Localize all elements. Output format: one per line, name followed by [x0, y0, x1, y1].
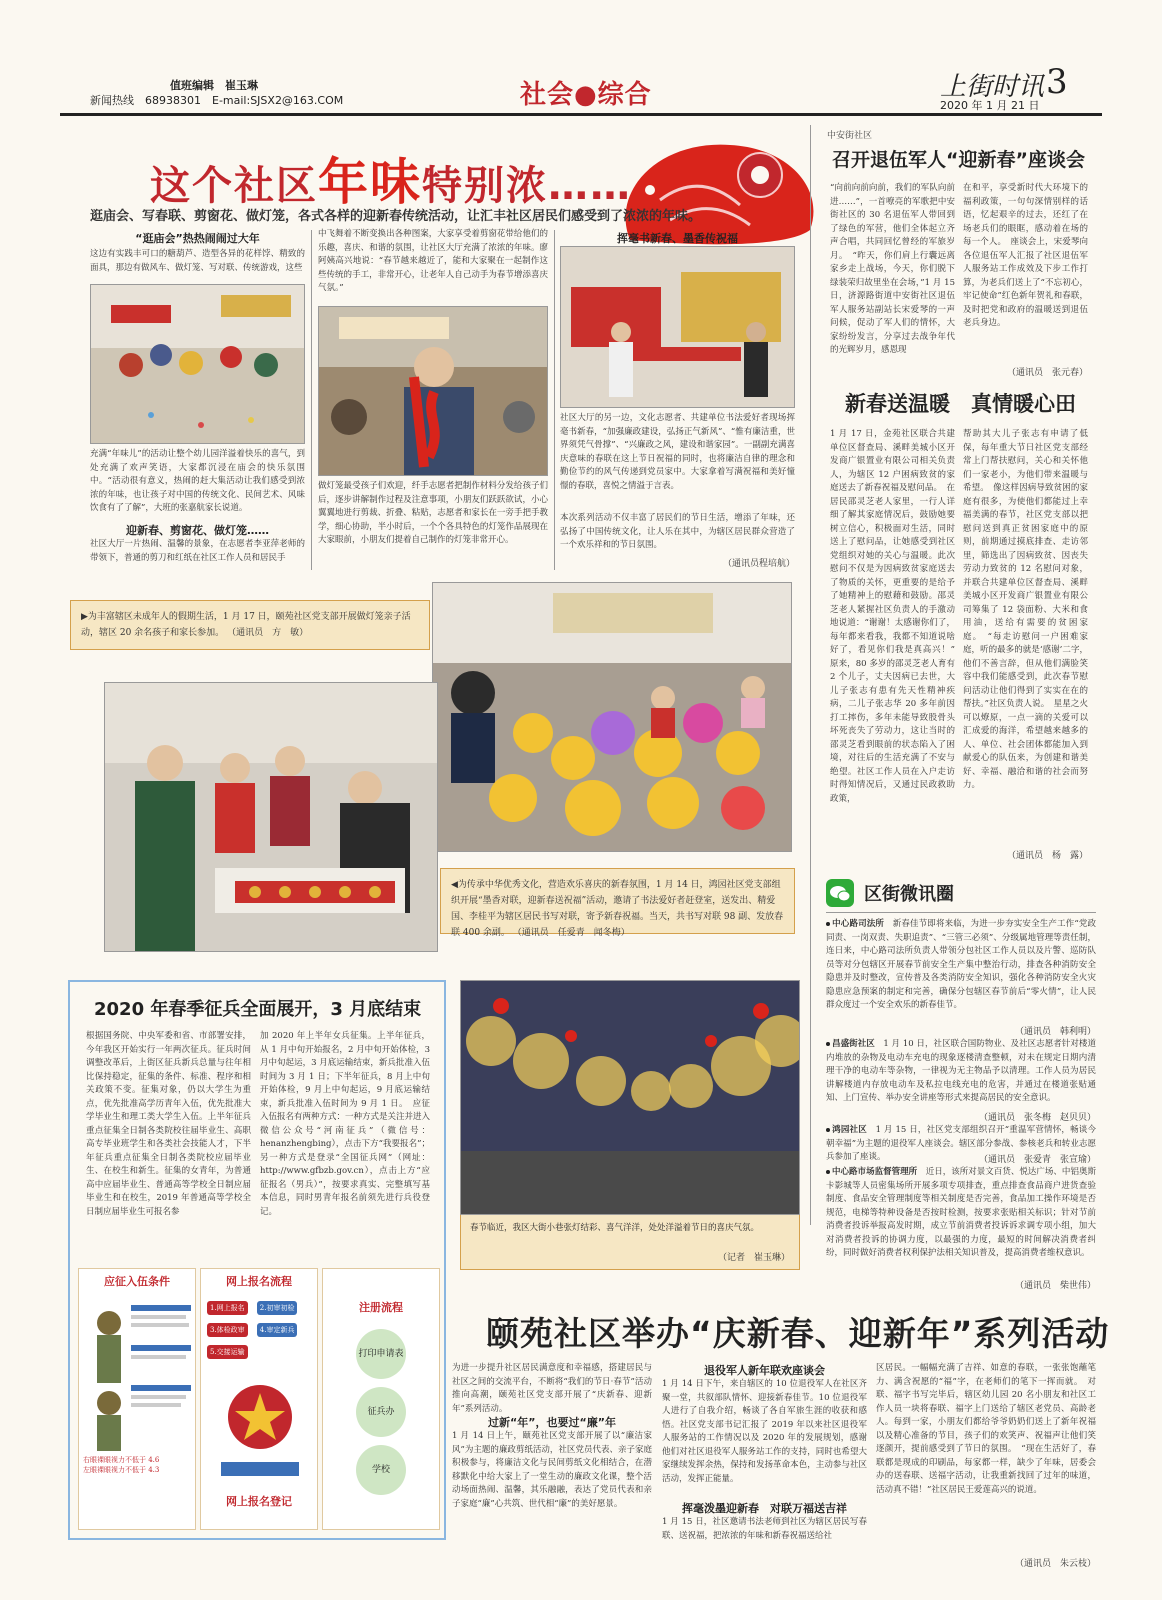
- street-photo-caption: 春节临近，我区大街小巷张灯结彩、喜气洋洋，处处洋溢着节日的喜庆气氛。: [470, 1223, 760, 1233]
- issue-date: 2020 年 1 月 21 日: [940, 99, 1040, 112]
- title-part2: 特别浓……: [422, 163, 632, 209]
- online-registration-title: 网上报名流程: [226, 1275, 292, 1288]
- bottom-col2-subhead-1: 退役军人新年联欢座谈会: [704, 1364, 825, 1377]
- wechat-rule: [826, 912, 1096, 913]
- bottom-col2-text-1: 1 月 14 日下午，来自辖区的 10 位退役军人在社区齐聚一堂，共叙部队情怀、迎接新春佳节。10 位退役军人进行了自我介绍，畅谈了各自军旅生涯的收获和感悟。社区党支部书记汇报了 2019 年以来社区退役军人服务站的工作情况以及 2020 年的发展规划，感谢他们对社区退役军人服务站工作的支持，同时也希望大家继续发挥余热，保持和发扬革命本色，主动参与社区活动，发挥正能量。: [662, 1379, 867, 1484]
- section-title: 社会●综合: [520, 80, 652, 110]
- step-pill: 1.网上报名: [207, 1301, 248, 1315]
- sidebar-article2-col1: 1 月 17 日，金苑社区联合共建单位区督查局、溪畔美城小区开发商广银置业有限公司相关负责人，为辖区 12 户困病致贫的家庭送去了新春祝福及慰问品。 在居民邵灵芝老人家里，一行人详细了解其家庭情况后，鼓励她要树立信心，积极面对生活，同时送上了慰问品，让她感受到社区党组织对她的关心与温暖。此次慰问不仅是为因病致贫家庭送去了物质的关怀，更重要的是给予了她精神上的慰藉和鼓励。邵灵芝老人紧握社区负责人的手激动地说道：“谢谢！太感谢你们了，每年都来看我，我都不知道说啥好了，看见你们我是真高兴！” 原来，80 多岁的邵灵芝老人育有 2 个儿子，丈夫因病已去世，大儿子张志有患有先天性精神疾病，二儿子张志华 20 多年前因打工摔伤，多年未能导致股骨头坏死丧失了劳动力，这让当时的邵灵芝看到眼前的状态陷入了困境，对往后的生活充满了不安与绝望。社区工作人员在入户走访时得知情况后，又通过民政救助政策，: [830, 429, 964, 804]
- register-flow-title: 注册流程: [359, 1301, 403, 1314]
- hotline-number: 68938301: [145, 94, 201, 107]
- wechat-icon: [826, 879, 854, 907]
- step-pill: 4.审定新兵: [257, 1323, 298, 1337]
- credit-name: 程培航）: [758, 559, 795, 569]
- caption-lantern-text: ▶为丰富辖区未成年人的假期生活，1 月 17 日，颐苑社区党支部开展做灯笼亲子活动，辖区 20 余名孩子和家长参加。: [81, 612, 411, 638]
- sidebar-article2-col2: 帮助其大儿子张志有申请了低保，每年重大节日社区党支部经常上门帮扶慰问，关心和关怀他们一家老小，为他们带来温暖与希望。 像这样因病导致贫困的家庭有很多，为使他们都能过上幸福美满的春节，社区党支部以把慰问送到真正贫困家庭中的原则，前期通过摸底排查、走访邻里，筛选出了因病致贫、因丧失劳动力致贫的 12 名慰问对象，并联合共建单位区督查局、溪畔美城小区开发商广银置业有限公司筹集了 12 袋面粉、大米和食用油，送给有需要的贫困家庭。 “每走访慰问一户困难家庭，听的最多的就是‘感谢’二字，他们不善言辞，但从他们满脸笑容中我们能感受到，此次春节慰问活动让他们得到了实实在在的帮扶。”社区负责人说。 星星之火可以燎原，一点一滴的关爱可以汇成爱的海洋，希望越来越多的人、单位、社会团体都能加入到献爱心的队伍来，为创建和谐美好、幸福、融洽和谐的社会而努力。: [963, 429, 1088, 790]
- caption-couplet: [440, 868, 795, 938]
- sidebar-article1-col2: 在和平，享受新时代大环境下的福利政策，一句句深情别样的话语，忆起艰辛的过去，还红了在场老兵们的眼眶，感动着在场的每一个人。 座谈会上，宋爱琴向各位退伍军人汇报了社区退伍军人服务站工作成效及下步工作打算，为老兵们送上了“不忘初心，牢记使命”红色新年贺礼和春联，及时把党和政府的温暖送到退伍老兵身边。: [963, 183, 1088, 328]
- wechat-item: [826, 1038, 1096, 1106]
- street-photo-credit: （记者 崔玉琳）: [717, 1253, 790, 1263]
- vision-requirements: [79, 1453, 195, 1477]
- editor-label: 值班编辑: [170, 79, 214, 92]
- sidebar-kicker: 中安街社区: [827, 131, 873, 141]
- col3-text-1: 社区大厅的另一边，文化志愿者、共建单位书法爱好者现场挥毫书新春，“加强廉政建设，弘扬正气新风”、“惟有廉洁重，世界须凭气骨撑”、“兴廉政之风，建设和谐家园”。一副副充满喜庆意味的春联在这上节日祝福的同时，也将廉洁自律的理念和勤俭节约的风气传递到党员家中。大家拿着写满祝福和美好憧憬的春联，喜悦之情溢于言表。: [560, 413, 795, 491]
- col1-text-1: 这边有实践丰可口的糖葫芦、造型各异的花样饽、精致的面具，那边有做风车、做灯笼、写对联、传统游戏，这些: [90, 249, 305, 273]
- registration-steps: [201, 1289, 317, 1367]
- sidebar-article2-credit: （通讯员 杨 露）: [1006, 851, 1088, 861]
- page-number: 3: [1046, 62, 1068, 102]
- online-registration-bottom: 网上报名登记: [226, 1495, 292, 1508]
- wechat-item-org: 中心路市场监督管理所: [832, 1167, 918, 1177]
- recruitment-col2: 加 2020 年上半年女兵征集。上半年征兵，从 1 月中旬开始报名，2 月中旬开始体检，3 月中旬起运，3 月底运输结束，新兵批准入伍时间为 3 月 1 日；下半年征兵，8 月上中旬开始体检，9 月上中旬起运，9 月底运输结束，新兵批准入伍时间为 9 月 1 日。 应征入伍报名有两种方式：一种方式是关注并进入微信公众号“河南征兵”（微信号：henanzhengbing），点击下方“我要报名”；另一种方式是登录“全国征兵网”（网址：http://www.gfbzb.gov.cn），点击上方“应征报名（男兵）”，按要求真实、完整填写基本信息，同时男青年报名前须先进行兵役登记。: [260, 1031, 431, 1217]
- wechat-item-org: 昌盛街社区: [832, 1039, 875, 1049]
- bottom-col3-text: 区居民。一幅幅充满了吉祥、如意的春联，一张张饱蘸笔力、满含祝愿的“福”字，在老师们的笔下一挥而就。 对联、福字书写完毕后，辖区幼儿园 20 名小朋友和社区工作人员一块将春联、福字上门送给了辖区老党员、高龄老人。每到一家，小朋友们都给爷爷奶奶们送上了新年祝福以及精心准备的节目，孩子们的欢笑声、祝福声让他们笑逐颜开，提前感受到了节日的氛围。 “现在生活好了，春联都是现成的印刷品，每家都一样，缺少了年味，居委会办的送春联、送福字活动，让我重新找回了过年的味道，活动真不错！”社区居民王爱莲高兴的说道。: [876, 1363, 1096, 1495]
- email: E-mail:SJSX2@163.COM: [212, 94, 344, 107]
- main-story-credit: [560, 556, 795, 569]
- col2-text-2: 做灯笼最受孩子们欢迎，纤手志愿者把制作材料分发给孩子们后，逐步讲解制作过程及注意事项，小朋友们跃跃欲试，小心翼翼地进行剪裁、折叠、粘贴，志愿者和家长在一旁手把手教学，细心协助，半小时后，一个个各具特色的灯笼作品展现在大家眼前，小朋友们提着自己制作的灯笼非常开心。: [318, 481, 548, 545]
- caption-couplet-text: ◀为传承中华优秀文化，营造欢乐喜庆的新春氛围，1 月 14 日，鸿园社区党支部组织开展“墨香对联，迎新春送祝福”活动，邀请了书法爱好者赶登室，送发出、精爱国、李桂平为辖区居民书写对联，寄予新春祝福。当天，共书写对联 98 副、发放春联 400 余副。: [451, 880, 784, 938]
- photo3-label: 挥毫书新春、墨香传祝福: [617, 232, 738, 245]
- photo-paper-cutting: [318, 306, 548, 476]
- flow-item: 征兵办: [356, 1387, 406, 1437]
- photo-calligraphy: [560, 246, 795, 408]
- page-header-info: [90, 78, 343, 108]
- col3-text-2: 本次系列活动不仅丰富了居民们的节日生活，增添了年味，还弘扬了中国传统文化，让人乐在其中，为辖区居民群众营造了一个欢乐祥和的节日氛围。: [560, 513, 795, 550]
- wechat-item: [826, 1166, 1096, 1261]
- bottom-col2-text-2: 1 月 15 日，社区邀请书法老师到社区为辖区居民写春联、送祝福，把浓浓的年味和新春祝福送给社: [662, 1517, 867, 1541]
- wechat-item-credit: （通讯员 张冬梅 赵贝贝）: [978, 1113, 1096, 1123]
- sidebar-divider: [810, 125, 811, 1225]
- col1-text-3: 社区大厅一片热闹、温馨的景象，在志愿者李亚萍老师的带领下，普通的剪刀和红纸在社区工作人员和居民手: [90, 539, 305, 563]
- register-flow-box: [322, 1268, 440, 1530]
- column-divider: [311, 230, 312, 570]
- bottom-col1-subhead: 过新“年”，也要过“廉”年: [488, 1416, 616, 1429]
- wechat-item-credit: （通讯员 柴世伟）: [1014, 1281, 1096, 1291]
- bottom-story-credit: （通讯员 朱云枝）: [1014, 1559, 1096, 1569]
- wechat-item-text: 近日，该所对景文百货、悦达广场、中铝奥斯卡影城等人员密集场所开展多项专项排查，重点排查食品商户进货查验制度、食品安全管理制度等相关制度是否完善，食品加工操作环境是否规范，电梯等特种设备是否按时检测，按要求张贴相关标识；针对节前消费者投诉举报高发时期，成立节前消费者投诉诉求调专项小组，加大对消费者投诉的协调力度，以最强的力度，最短的时间解决消费者纠纷，同时做好消费者权利保护法相关知识普及，提高消费者维权意识。: [826, 1167, 1096, 1258]
- wechat-item-org: 中心路司法所: [832, 919, 885, 929]
- wechat-item-text: 1 月 10 日，社区联合国防物业、及社区志愿者针对楼道内堆放的杂物及电动车充电的现象逐楼清查整顿，对未在规定日期内清理干净的电动车等杂物，一律视为无主物品予以清理。工作人员为居民讲解楼道内存放电动车及私拉电线充电的危害，并通过在楼道张贴通知、上门宣传、举办安全讲座等形式来提高居民的安全意识。: [826, 1039, 1096, 1103]
- recruit-conditions-title: 应征入伍条件: [104, 1275, 170, 1288]
- recruit-conditions-box: [78, 1268, 196, 1530]
- credit-role: （通讯员: [722, 559, 759, 569]
- photo-lantern-making: [432, 582, 792, 852]
- wechat-item-credit: （通讯员 张爱青 张宣瑜）: [978, 1155, 1096, 1165]
- sidebar-article1-col1: “向前向前向前，我们的军队向前进……”，一首嘹亮的军歌把中安街社区的 30 名退伍军人带回到了绿色的军营，他们全体起立齐声合唱，共同回忆曾经的军旅岁月。 “昨天，你们肩上行囊远离家乡走上战场，今天，你们脱下绿装荣归故里坐在会场，”1 月 15 日，济源路街道中安街社区退伍军人服务站副站长宋爱琴的一声问候，促动了军人们的情怀，大家纷纷发言，分享过去战争年代的光辉岁月，感恩现: [830, 183, 955, 355]
- wechat-section-title: 区街微讯圈: [864, 884, 954, 905]
- step-pill: 3.体检政审: [207, 1323, 248, 1337]
- recruitment-emblem-icon: [201, 1367, 319, 1487]
- editor-name: 崔玉琳: [225, 79, 258, 92]
- photo-temple-fair: [90, 284, 305, 444]
- bottom-col2-subhead-2: 挥毫泼墨迎新春 对联万福送吉祥: [682, 1502, 847, 1515]
- column-divider: [554, 230, 555, 570]
- wechat-item-org: 鸿园社区: [832, 1125, 867, 1135]
- subhead-paper-cutting: 迎新春、剪窗花、做灯笼……: [126, 524, 269, 537]
- header-rule: [60, 113, 1102, 116]
- soldier-icon: [79, 1293, 197, 1453]
- flow-item: 学校: [356, 1445, 406, 1495]
- bottom-col1-text-2: 1 月 14 日上午，颐苑社区党支部开展了以“廉洁家风”为主题的廉政剪纸活动，社区党员代表、亲子家庭积极参与，将廉洁文化与民间剪纸文化相结合，在潜移默化中给大家上了一堂生动的廉政文化课，整个活动场面热闹、温馨，其乐融融，表达了党员代表和亲子家庭“廉”心共筑、世代相“廉”的美好愿景。: [452, 1431, 652, 1509]
- subhead-temple-fair: “逛庙会”热热闹闹过大年: [135, 232, 260, 245]
- vision-right: 右眼裸眼视力不低于 4.6: [83, 1456, 160, 1464]
- wechat-item-text: 1 月 15 日，社区党支部组织召开“重温军营情怀，畅谈今朝幸福”为主题的退役军人座谈会。辖区部分参战、参核老兵和转业志愿兵参加了座谈。: [826, 1125, 1096, 1162]
- bottom-story-title: 颐苑社区举办“庆新春、迎新年”系列活动: [486, 1314, 1110, 1353]
- col2-text-1: 中飞舞着不断变换出各种图案，大家享受着剪窗花带给他们的乐趣，喜庆、和谐的氛围，让社区大厅充满了浓浓的年味。廖阿姨高兴地说：“春节越来越近了，能和大家聚在一起制作这些传统的手工，非常开心，让老年人自己动手为春节增添喜庆气氛。”: [318, 229, 548, 293]
- hotline-label: 新闻热线: [90, 94, 134, 107]
- wechat-item: [826, 918, 1096, 1013]
- wechat-item-credit: （通讯员 韩利明）: [1014, 1027, 1096, 1037]
- recruitment-col1: 根据国务院、中央军委和省、市部署安排，今年我区开始实行一年两次征兵。征兵时间调整改革后，上街区征兵新兵总量与往年相比保持稳定，征集的条件、标准、程序和相关政策不变。征集对象，仍以大学生为重点，优先批准高学历青年入伍，优先批准大学毕业生和理工类大学生入伍。上半年征兵重点征集全日制各类院校往届毕业生、高职高专毕业班学生和各类社会技能人才，下半年征兵重点征集全日制各类院校应届毕业生、在校生和新生。征集的女青年，为普通高中应届毕业生、普通高等学校全日制应届毕业生和在校生，2019 年普通高等学校全日制应届毕业生可报名参: [86, 1031, 251, 1217]
- online-registration-box: [200, 1268, 318, 1530]
- caption-lantern: [70, 600, 430, 650]
- register-flow-items: [323, 1325, 439, 1499]
- sidebar-article2-title: 新春送温暖 真情暖心田: [845, 392, 1076, 416]
- vision-left: 左眼裸眼视力不低于 4.3: [83, 1466, 160, 1474]
- photo-street-lights: [460, 980, 800, 1215]
- main-story-title: [150, 142, 632, 214]
- caption-lantern-credit: （通讯员 方 敏）: [227, 628, 309, 638]
- step-pill: 5.交接运输: [207, 1345, 248, 1359]
- title-highlight: 年味: [318, 153, 422, 211]
- caption-couplet-credit: （通讯员 任爱青 闻冬梅）: [512, 928, 630, 938]
- bottom-col1-text-1: 为进一步提升社区居民满意度和幸福感，搭建居民与社区之间的交流平台，不断将“我们的节日·春节”活动推向高潮，颐苑社区党支部开展了“庆新春、迎新年”系列活动。: [452, 1363, 652, 1414]
- photo-couplet-writing: [104, 682, 438, 952]
- sidebar-article1-credit: （通讯员 张元春）: [1006, 368, 1088, 378]
- main-story-lead: 逛庙会、写春联、剪窗花、做灯笼，各式各样的迎新春传统活动，让汇丰社区居民们感受到了浓浓的年味。: [90, 209, 702, 224]
- masthead: 上街时讯: [940, 72, 1045, 102]
- flow-item: 打印申请表: [356, 1329, 406, 1379]
- recruitment-title: 2020 年春季征兵全面展开，3 月底结束: [94, 999, 422, 1020]
- wechat-item-text: 新春佳节即将来临，为进一步夯实安全生产工作“党政同责、一岗双责、失职追责”、“三管三必须”、分级属地管理等责任制，连日来，中心路司法所负责人带领分包社区工作人员以及片警、巡防队员等对分包辖区开展春节前安全生产集中整治行动，排查各种消防安全隐患并及时整改，宣传普及各类消防安全知识，强化各种消防安全火灾隐患应急预案的制定和完善，确保分包辖区春节前后“零火情”，让人民群众度过一个安全欢乐的新春佳节。: [826, 919, 1096, 1010]
- title-part1: 这个社区: [150, 163, 318, 209]
- step-pill: 2.初审初检: [257, 1301, 298, 1315]
- col1-text-2: 充满“年味儿”的活动让整个幼儿园洋溢着快乐的喜气，到处充满了欢声笑语，大家都沉浸在庙会的快乐氛围中。“活动很有意义，热闹的赶大集活动让我们感受到浓浓的年味，也让孩子对中国的传统文化、民间艺术、风味饮食有了了解”，大班的张嘉航家长说道。: [90, 449, 305, 513]
- sidebar-article1-title: 召开退伍军人“迎新春”座谈会: [832, 149, 1085, 171]
